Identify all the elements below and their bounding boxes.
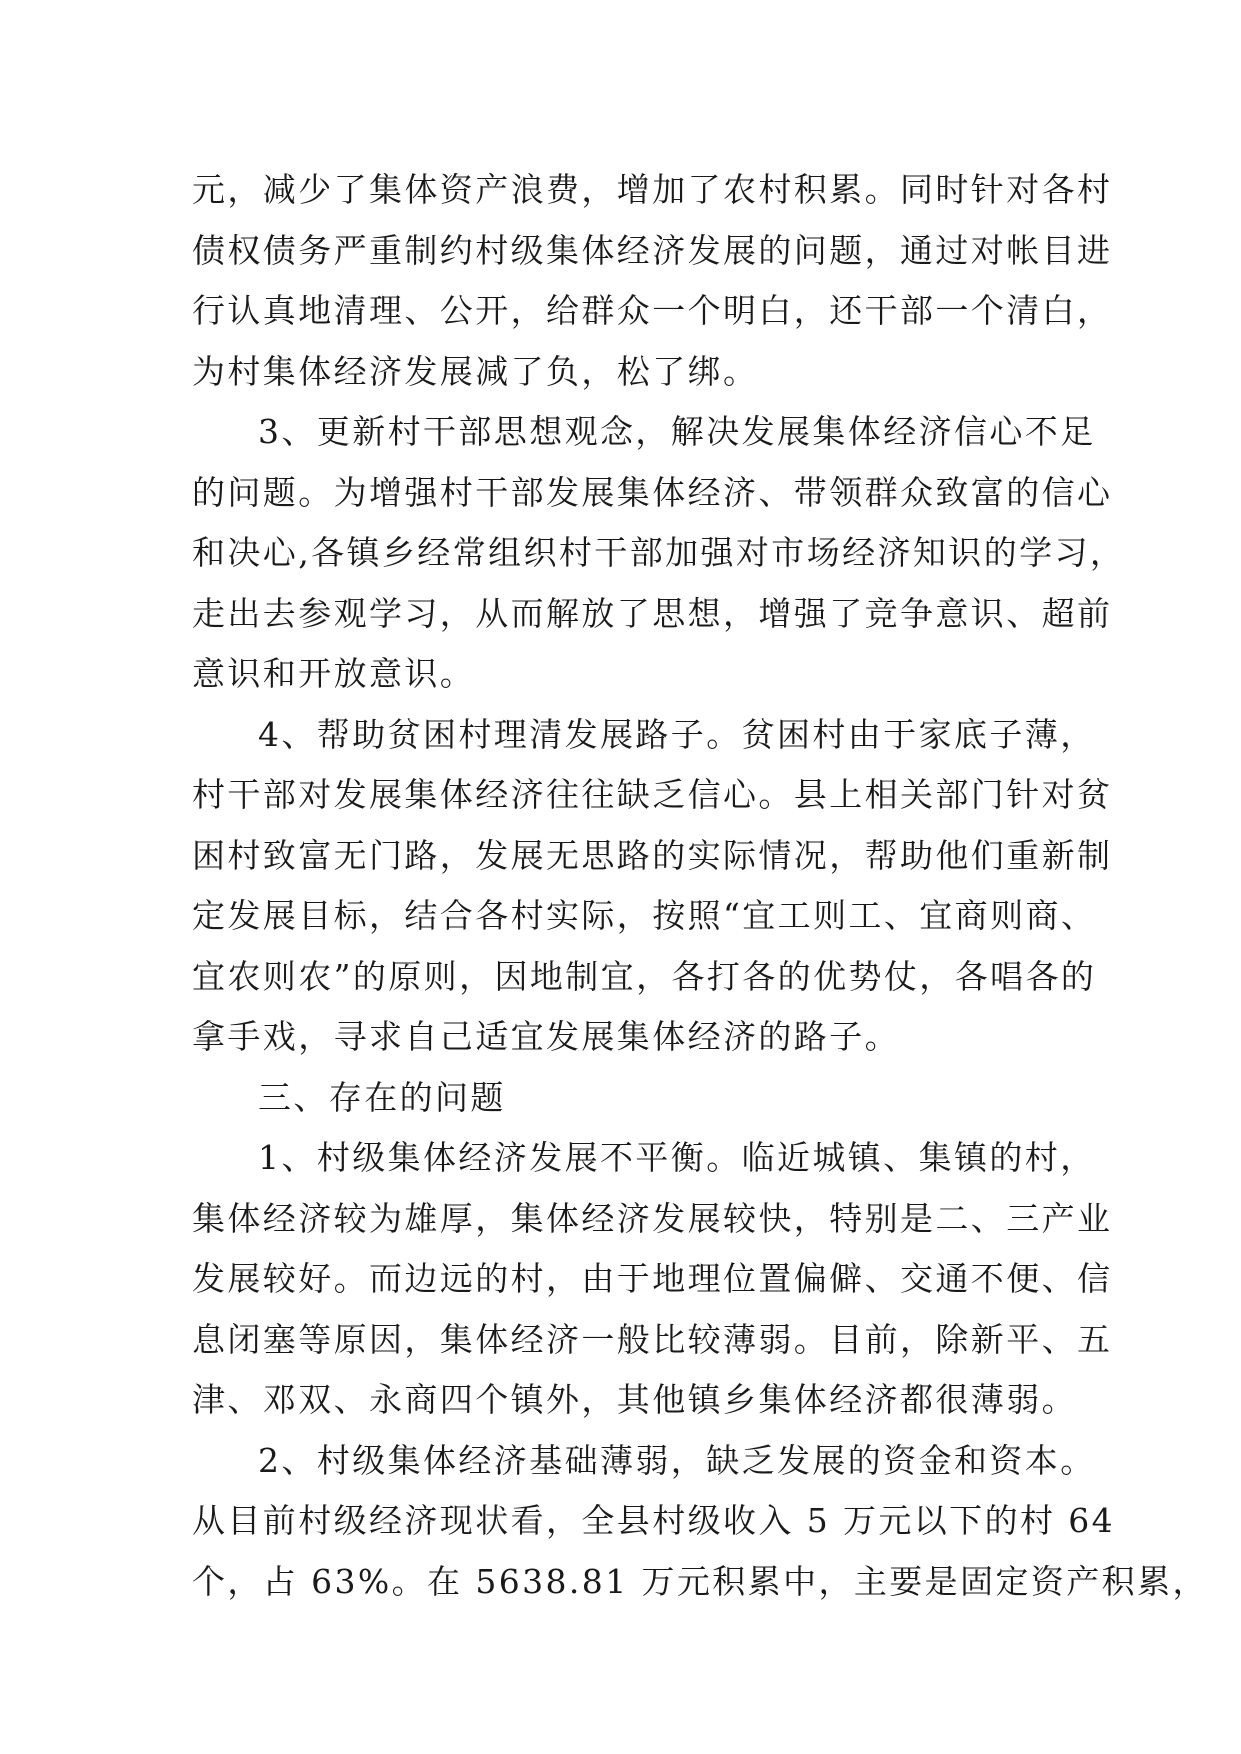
paragraph-start-line: 3、更新村干部思想观念，解决发展集体经济信心不足 <box>258 412 1096 451</box>
text-line: 行认真地清理、公开，给群众一个明白，还干部一个清白， <box>192 291 1113 330</box>
text-line: 定发展目标，结合各村实际，按照“宜工则工、宜商则商、 <box>192 896 1097 935</box>
text-line: 津、邓双、永商四个镇外，其他镇乡集体经济都很薄弱。 <box>192 1380 1077 1419</box>
text-line: 宜农则农”的原则，因地制宜，各打各的优势仗，各唱各的 <box>192 956 1097 996</box>
paragraph-start-line: 2、村级集体经济基础薄弱，缺乏发展的资金和资本。 <box>258 1440 1096 1480</box>
text-line: 村干部对发展集体经济往往缺乏信心。县上相关部门针对贫 <box>192 775 1113 814</box>
text-line: 的问题。为增强村干部发展集体经济、带领群众致富的信心 <box>192 472 1113 512</box>
text-line: 从目前村级经济现状看，全县村级收入 5 万元以下的村 64 <box>192 1501 1116 1540</box>
text-line: 困村致富无门路，发展无思路的实际情况，帮助他们重新制 <box>192 835 1113 875</box>
text-line: 集体经济较为雄厚，集体经济发展较快，特别是二、三产业 <box>192 1198 1113 1238</box>
text-line: 拿手戏，寻求自己适宜发展集体经济的路子。 <box>192 1017 900 1056</box>
text-line: 和决心,各镇乡经常组织村干部加强对市场经济知识的学习， <box>192 533 1126 572</box>
text-line: 走出去参观学习，从而解放了思想，增强了竞争意识、超前 <box>192 593 1113 633</box>
text-line: 息闭塞等原因，集体经济一般比较薄弱。目前，除新平、五 <box>192 1319 1113 1359</box>
section-heading: 三、存在的问题 <box>258 1077 506 1117</box>
text-line: 个，占 63%。在 5638.81 万元积累中，主要是固定资产积累， <box>192 1561 1208 1601</box>
text-line: 意识和开放意识。 <box>192 654 476 693</box>
document-body <box>192 160 1208 1612</box>
text-line: 元，减少了集体资产浪费，增加了农村积累。同时针对各村 <box>192 170 1113 209</box>
text-line: 债权债务严重制约村级集体经济发展的问题，通过对帐目进 <box>192 230 1113 270</box>
text-line: 发展较好。而边远的村，由于地理位置偏僻、交通不便、信 <box>192 1259 1113 1298</box>
text-line: 为村集体经济发展减了负，松了绑。 <box>192 351 759 391</box>
paragraph-start-line: 4、帮助贫困村理清发展路子。贫困村由于家底子薄， <box>258 714 1096 754</box>
paragraph-start-line: 1、村级集体经济发展不平衡。临近城镇、集镇的村， <box>258 1138 1096 1177</box>
